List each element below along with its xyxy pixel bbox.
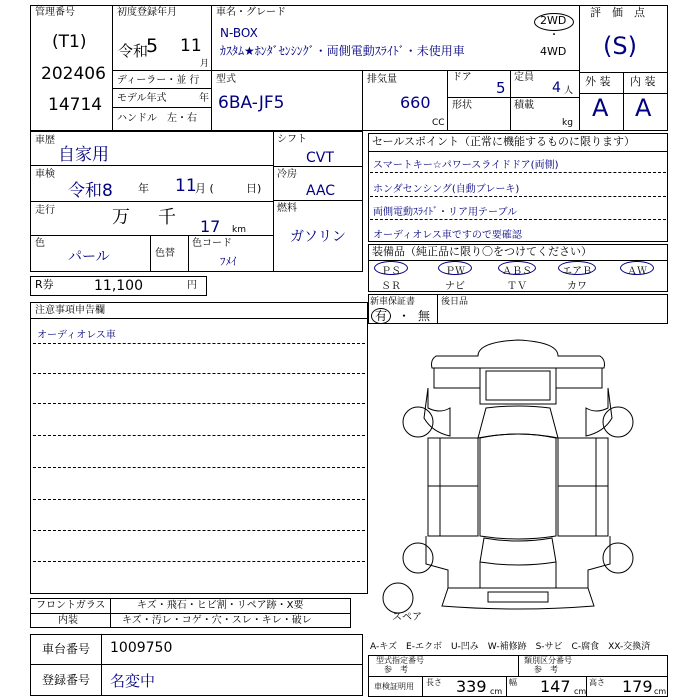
shaken-day-unit: 日) bbox=[246, 182, 262, 195]
sales-item-1: スマートキー☆パワースライドドア(両側) bbox=[373, 160, 559, 171]
chassis-label: 車台番号 bbox=[42, 642, 91, 656]
lot-number: 14714 bbox=[48, 95, 103, 115]
equip-ps: ＰＳ bbox=[381, 266, 401, 277]
length-cm: cm bbox=[490, 687, 503, 696]
equip-airbag: エアＢ bbox=[562, 266, 592, 277]
shaken-month: 11 bbox=[175, 176, 197, 196]
shape-label: 形状 bbox=[452, 100, 472, 111]
reg-value: 名変中 bbox=[110, 672, 156, 690]
drive-2wd: 2WD bbox=[540, 14, 567, 27]
sales-item-4: オーディオレス車ですので要確認 bbox=[373, 230, 522, 241]
damage-legend: A-キズ E-エクボ U-凹み W-補修跡 S-サビ C-腐食 XX-交換済 bbox=[370, 642, 651, 652]
class-no-ref: 参 考 bbox=[534, 665, 558, 674]
color-code: ﾌﾒｲ bbox=[220, 255, 237, 268]
class-no-label: 類別区分番号 bbox=[524, 656, 572, 665]
warranty-yes: 有 bbox=[375, 309, 388, 323]
lot-date: 202406 bbox=[41, 64, 106, 84]
model-code: 6BA-JF5 bbox=[218, 93, 285, 113]
exterior-grade: A bbox=[592, 94, 609, 122]
r-label: R券 bbox=[35, 278, 54, 291]
fuel-label: 燃料 bbox=[277, 203, 297, 214]
exterior-label: 外 装 bbox=[585, 75, 611, 88]
warranty-label: 新車保証書 bbox=[370, 297, 416, 307]
cc-unit: CC bbox=[432, 118, 445, 128]
notes-title: 注意事項申告欄 bbox=[35, 305, 105, 316]
mileage-sen: 千 bbox=[158, 207, 176, 228]
capacity-label: 定員 bbox=[514, 72, 534, 83]
equip-abs: ＡＢＳ bbox=[502, 266, 532, 277]
kanri-label: 管理番号 bbox=[35, 7, 75, 18]
shaken-label: 車検 bbox=[35, 169, 55, 180]
lot-code: (T1) bbox=[52, 32, 87, 52]
length-value: 339 bbox=[456, 677, 487, 696]
type-no-label: 型式指定番号 bbox=[376, 656, 424, 665]
capacity-unit: 人 bbox=[564, 86, 574, 96]
interior-cond-value: キズ・汚レ・コゲ・穴・スレ・キレ・破レ bbox=[122, 615, 312, 626]
displacement: 660 bbox=[400, 93, 431, 112]
spare-label: スペア bbox=[392, 612, 422, 623]
shaken-year-unit: 年 bbox=[138, 182, 149, 195]
shift: CVT bbox=[306, 150, 334, 166]
history-value: 自家用 bbox=[58, 145, 109, 165]
warranty-no: 無 bbox=[418, 309, 431, 323]
type-no-ref: 参 考 bbox=[384, 665, 408, 674]
width-label: 幅 bbox=[509, 678, 517, 687]
interior-cond-label: 内装 bbox=[58, 615, 78, 626]
capacity: 4 bbox=[552, 80, 561, 96]
equip-navi: ナビ bbox=[445, 281, 465, 292]
color-change-label: 色替 bbox=[155, 248, 175, 259]
cert-label: 車検証明用 bbox=[374, 682, 414, 691]
front-glass-value: キズ・飛石・ヒビ割・リペア跡・X要 bbox=[137, 600, 304, 611]
r-unit: 円 bbox=[187, 280, 197, 291]
equip-tv: ＴＶ bbox=[507, 281, 527, 292]
notes-first: オーディオレス車 bbox=[37, 330, 116, 341]
kg-unit: kg bbox=[562, 118, 573, 128]
month-unit: 月 bbox=[200, 59, 210, 69]
equip-leather: カワ bbox=[567, 281, 587, 292]
color-code-label: 色コード bbox=[192, 238, 232, 249]
width-cm: cm bbox=[574, 687, 587, 696]
year-unit: 年 bbox=[199, 93, 209, 104]
r-value: 11,100 bbox=[94, 278, 143, 294]
chassis-number: 1009750 bbox=[110, 640, 173, 656]
equip-pw: ＰＷ bbox=[445, 266, 465, 277]
ac: AAC bbox=[306, 183, 336, 199]
history-label: 車歴 bbox=[35, 135, 55, 146]
equipment-title: 装備品（純正品に限り〇をつけてください） bbox=[372, 245, 592, 258]
color-label: 色 bbox=[35, 238, 45, 249]
equip-sr: ＳＲ bbox=[381, 281, 401, 292]
mileage-man: 万 bbox=[112, 207, 130, 228]
equip-aw: ＡＷ bbox=[627, 266, 647, 277]
doors: 5 bbox=[496, 79, 506, 97]
shaken-month-unit: 月 ( bbox=[195, 182, 214, 195]
car-name: N-BOX bbox=[220, 26, 258, 40]
score: (S) bbox=[603, 32, 637, 60]
drive-dot: ・ bbox=[549, 30, 559, 41]
score-label: 評 価 点 bbox=[590, 6, 645, 19]
name-label: 車名・グレード bbox=[216, 7, 286, 18]
dealer-label: ディーラー・並 行 bbox=[117, 75, 200, 86]
sales-item-3: 両側電動ｽﾗｲﾄﾞ・リア用テーブル bbox=[373, 207, 518, 218]
mileage-value: 17 bbox=[200, 217, 221, 236]
door-label: ドア bbox=[452, 72, 472, 83]
length-label: 長さ bbox=[426, 678, 442, 687]
width-value: 147 bbox=[540, 677, 571, 696]
notes bbox=[30, 302, 368, 594]
sales-item-2: ホンダセンシング(自動ブレーキ) bbox=[373, 184, 520, 195]
car-damage-diagram bbox=[368, 326, 668, 626]
first-reg-era: 令和 bbox=[118, 42, 149, 60]
model-label: 型式 bbox=[216, 74, 236, 85]
shift-label: シフト bbox=[277, 134, 307, 145]
extra-label: 後日品 bbox=[441, 297, 469, 307]
height-value: 179 bbox=[622, 677, 653, 696]
first-reg-month: 11 bbox=[180, 36, 202, 56]
interior-label: 内 装 bbox=[630, 75, 656, 88]
warranty-sep: ・ bbox=[398, 309, 411, 323]
interior-grade: A bbox=[635, 94, 652, 122]
first-reg-label: 初度登録年月 bbox=[117, 7, 177, 18]
first-reg-year: 5 bbox=[146, 35, 159, 57]
grade: ｶｽﾀﾑ★ﾎﾝﾀﾞｾﾝｼﾝｸﾞ・両側電動ｽﾗｲﾄﾞ・未使用車 bbox=[220, 44, 465, 58]
fuel: ガソリン bbox=[290, 229, 346, 245]
load-label: 積載 bbox=[514, 100, 534, 111]
reg-label: 登録番号 bbox=[42, 673, 91, 687]
model-year-label: モデル年式 bbox=[117, 93, 167, 104]
km-unit: km bbox=[232, 225, 246, 235]
color: パール bbox=[68, 249, 110, 265]
mileage-label: 走行 bbox=[35, 205, 55, 216]
drive-4wd: 4WD bbox=[540, 45, 567, 58]
front-glass-label: フロントガラス bbox=[36, 600, 106, 611]
height-cm: cm bbox=[654, 687, 667, 696]
sales-title: セールスポイント（正常に機能するものに限ります） bbox=[372, 135, 636, 148]
height-label: 高さ bbox=[589, 678, 605, 687]
displacement-label: 排気量 bbox=[367, 74, 397, 85]
shaken-era: 令和8 bbox=[68, 181, 113, 201]
ac-label: 冷房 bbox=[277, 169, 297, 180]
handle-label: ハンドル 左・右 bbox=[117, 113, 197, 124]
